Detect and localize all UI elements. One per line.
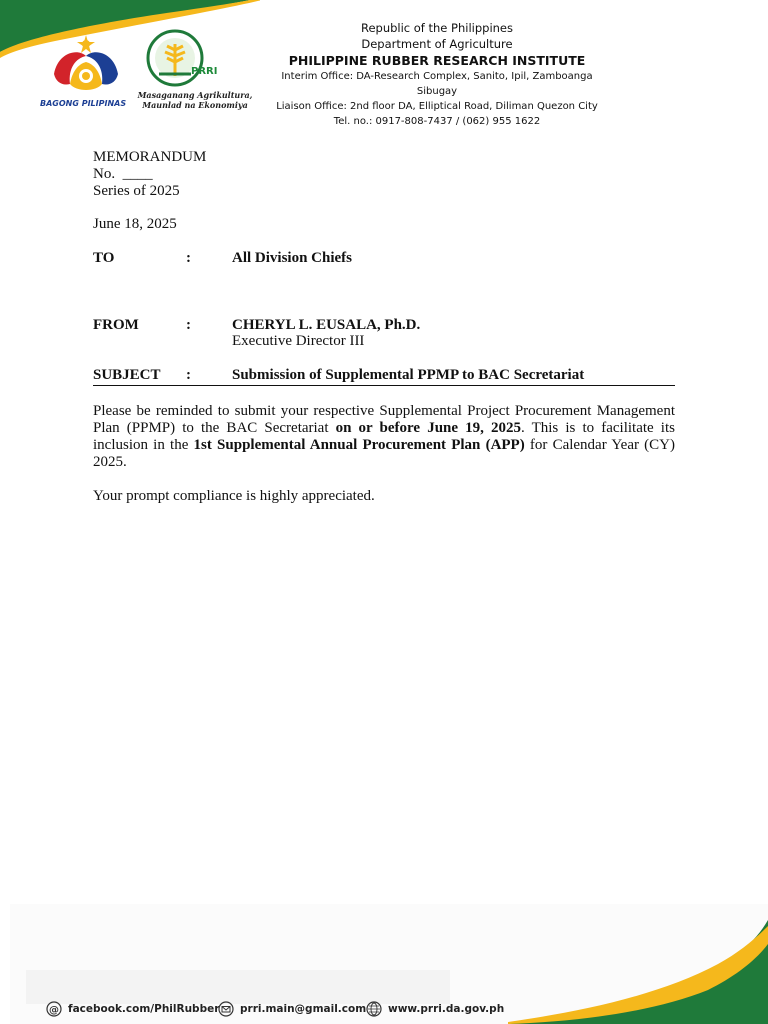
tagline <box>130 90 260 110</box>
subject-label: SUBJECT <box>93 367 161 383</box>
to-value: All Division Chiefs <box>232 250 353 266</box>
body-p1-text-a: Please be reminded to submit your respective Supplemental Project Procurement Management Plan (PPMP) to the BAC Secretariat <box>93 403 675 436</box>
bagong-pilipinas-label: BAGONG PILIPINAS <box>40 99 127 108</box>
email-link[interactable]: prri.main@gmail.com <box>240 1003 367 1015</box>
footer-swoosh-graphic <box>508 920 768 1024</box>
body-p1-text-e: for Calendar Year (CY) 2025. <box>93 437 675 470</box>
memo-heading: MEMORANDUM <box>93 149 207 165</box>
email-icon <box>218 1001 234 1017</box>
globe-icon <box>366 1001 382 1017</box>
facebook-link[interactable]: facebook.com/PhilRubber <box>68 1003 220 1015</box>
subject-colon: : <box>186 367 191 383</box>
da-prri-seal-logo <box>145 28 225 95</box>
memo-number: No. ____ <box>93 166 153 182</box>
letterhead-department: Department of Agriculture <box>361 37 513 51</box>
memo-date: June 18, 2025 <box>93 216 177 232</box>
letterhead-republic: Republic of the Philippines <box>360 21 514 35</box>
body-p1-text-c: . This is to facilitate its inclusion in the <box>93 420 675 453</box>
footer-band <box>26 970 450 1004</box>
letterhead-interim-office: Interim Office: DA-Research Complex, Sanito, Ipil, Zamboanga Sibugay <box>281 71 593 97</box>
from-name: CHERYL L. EUSALA, Ph.D. <box>232 317 421 333</box>
letterhead-liaison-office: Liaison Office: 2nd floor DA, Elliptical Road, Diliman Quezon City <box>276 101 598 112</box>
letterhead-institute: PHILIPPINE RUBBER RESEARCH INSTITUTE <box>288 53 586 68</box>
from-title: Executive Director III <box>232 333 365 349</box>
footer-website[interactable] <box>366 1001 504 1017</box>
tagline-line-2: Maunlad na Ekonomiya <box>142 100 248 110</box>
from-colon: : <box>186 317 191 333</box>
to-label: TO <box>93 250 115 266</box>
letterhead-telephone: Tel. no.: 0917-808-7437 / (062) 955 1622 <box>333 116 541 127</box>
subject-rule <box>93 385 675 386</box>
body-paragraph-2: Your prompt compliance is highly appreciated. <box>93 488 375 504</box>
from-label: FROM <box>93 317 139 333</box>
subject-value: Submission of Supplemental PPMP to BAC Secretariat <box>232 367 585 383</box>
memo-heading-block <box>93 149 206 200</box>
bagong-pilipinas-logo <box>48 34 124 105</box>
website-link[interactable]: www.prri.da.gov.ph <box>388 1003 505 1015</box>
footer-facebook[interactable] <box>46 1001 219 1017</box>
body-p1-app: 1st Supplemental Annual Procurement Plan (APP) <box>193 437 525 453</box>
tagline-line-1: Masaganang Agrikultura, <box>137 90 253 100</box>
letterhead <box>262 20 612 129</box>
prri-logo-label: PRRI <box>191 66 218 77</box>
svg-text:@: @ <box>49 1005 59 1016</box>
body-paragraph-1 <box>93 403 675 471</box>
body-p1-deadline: on or before June 19, 2025 <box>335 420 521 436</box>
memo-series: Series of 2025 <box>93 183 180 199</box>
facebook-icon <box>46 1001 62 1017</box>
footer-email[interactable] <box>218 1001 366 1017</box>
to-colon: : <box>186 250 191 266</box>
